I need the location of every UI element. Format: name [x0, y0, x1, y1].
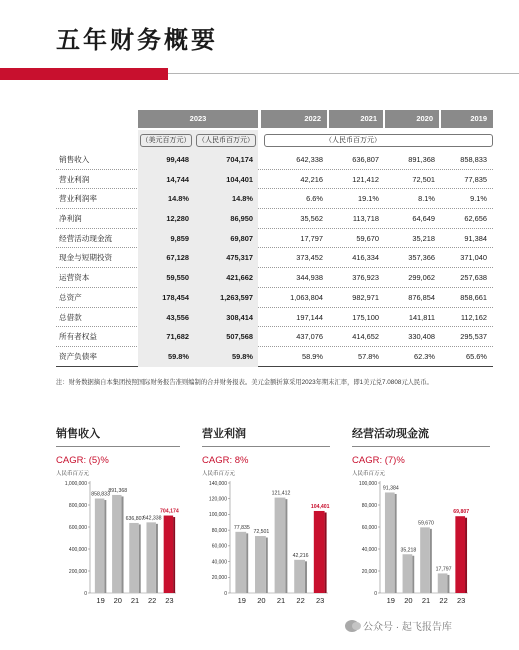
bar-side	[139, 524, 141, 593]
x-tick-label: 20	[113, 596, 122, 605]
cell-value: 357,366	[408, 253, 435, 263]
y-tick-label: 100,000	[208, 512, 227, 519]
bar	[164, 516, 173, 593]
chart-title: 销售收入	[56, 425, 180, 447]
cell-value: 982,971	[352, 292, 379, 302]
cell-value: 141,811	[408, 312, 435, 322]
bar-side	[246, 533, 248, 593]
cell-value: 59.8%	[232, 351, 253, 361]
cell-value: 416,334	[352, 253, 379, 263]
y-tick-label: 800,000	[68, 502, 87, 509]
cell-value: 8.1%	[418, 194, 435, 204]
cell-value: 373,452	[296, 253, 323, 263]
cell-value: 376,923	[352, 273, 379, 283]
year-header-2023: 2023	[138, 110, 258, 128]
table-row	[56, 327, 493, 347]
cell-value: 421,662	[226, 273, 253, 283]
cell-value: 112,162	[460, 312, 487, 322]
financial-summary-table	[56, 110, 493, 367]
table-row	[56, 248, 493, 268]
x-tick-label: 21	[276, 596, 286, 605]
cell-value: 876,854	[408, 292, 435, 302]
cell-value: 42,216	[300, 174, 323, 184]
cell-value: 9,859	[170, 233, 189, 243]
cell-value: 67,128	[166, 253, 189, 263]
cell-value: 344,938	[296, 273, 323, 283]
bar-value-label: 77,835	[233, 524, 250, 531]
y-tick-label: 40,000	[211, 559, 227, 566]
x-tick-label: 21	[421, 596, 431, 605]
bar-value-label: 59,670	[418, 520, 434, 527]
row-label: 总借款	[59, 312, 82, 322]
chart-unit-label: 人民币百万元	[352, 471, 386, 477]
x-tick-label: 23	[316, 596, 325, 605]
y-tick-label: 140,000	[208, 480, 227, 487]
bar	[420, 527, 430, 593]
y-tick-label: 0	[84, 590, 87, 597]
row-label: 净利润	[59, 214, 82, 224]
operating-profit-chart	[202, 425, 330, 605]
footnote: 注：财务数据摘自本集团按照国际财务报告准则编制的合并财务报表。美元金额折算采用2023年期末汇率，即1美元兑7.0808元人民币。	[56, 379, 433, 386]
bar	[294, 560, 305, 593]
bar	[129, 523, 138, 593]
bar-value-label: 121,412	[271, 490, 291, 497]
operating-profit-plot	[202, 475, 330, 605]
unit-usd: （美元百万元）	[140, 134, 192, 147]
bar-side	[325, 512, 327, 593]
y-tick-label: 40,000	[361, 546, 377, 553]
bar	[146, 522, 155, 593]
cell-value: 295,537	[460, 332, 487, 342]
table-row	[56, 150, 493, 170]
chart-cagr: CAGR: 8%	[202, 455, 249, 466]
bar	[235, 532, 246, 593]
y-tick-label: 200,000	[68, 568, 87, 575]
cell-value: 69,807	[230, 233, 253, 243]
cell-value: 104,401	[226, 174, 253, 184]
bar-side	[305, 561, 307, 593]
cell-value: 71,682	[166, 332, 189, 342]
bar-value-label: 636,807	[125, 515, 145, 522]
bar-side	[447, 575, 449, 593]
bar-value-label: 642,338	[142, 515, 162, 522]
bar	[385, 492, 395, 593]
bar-side	[395, 494, 397, 593]
y-tick-label: 80,000	[211, 527, 227, 534]
cell-value: 77,835	[464, 174, 487, 184]
bar	[403, 554, 413, 593]
bar	[255, 536, 266, 593]
bar-side	[156, 524, 158, 593]
cell-value: 35,218	[412, 233, 435, 243]
chart-title: 经营活动现金流	[352, 425, 490, 447]
cell-value: 59.8%	[168, 351, 189, 361]
cell-value: 178,454	[162, 292, 189, 302]
cell-value: 62,656	[464, 214, 487, 224]
y-tick-label: 100,000	[358, 480, 377, 487]
watermark	[345, 618, 452, 633]
y-tick-label: 1,000,000	[64, 480, 87, 487]
operating-cashflow-chart	[352, 425, 490, 605]
cell-value: 891,368	[408, 155, 435, 164]
row-label: 销售收入	[59, 155, 90, 164]
cell-value: 59,670	[356, 233, 379, 243]
bar-value-label: 891,368	[108, 487, 128, 494]
x-tick-label: 19	[386, 596, 395, 605]
x-tick-label: 19	[237, 596, 246, 605]
x-tick-label: 21	[130, 596, 140, 605]
cell-value: 1,063,804	[290, 292, 323, 302]
cell-value: 175,100	[352, 312, 379, 322]
cell-value: 704,174	[226, 155, 253, 164]
wechat-icon	[345, 620, 359, 632]
y-tick-label: 0	[374, 590, 377, 597]
cell-value: 642,338	[296, 155, 323, 164]
cell-value: 330,408	[408, 332, 435, 342]
bar-value-label: 858,833	[91, 491, 110, 498]
cell-value: 43,556	[166, 312, 189, 322]
year-header-2020: 2020	[385, 110, 439, 128]
unit-header-row	[56, 130, 493, 150]
cell-value: 64,649	[412, 214, 435, 224]
watermark-text: 公众号 · 起飞报告库	[363, 622, 452, 633]
cell-value: 197,144	[296, 312, 323, 322]
y-tick-label: 120,000	[208, 496, 227, 503]
bar-value-label: 704,174	[160, 508, 179, 515]
bar-value-label: 104,401	[310, 503, 330, 510]
table-row	[56, 189, 493, 209]
cell-value: 371,040	[460, 253, 487, 263]
x-tick-label: 23	[165, 596, 174, 605]
x-tick-label: 22	[148, 596, 157, 605]
table-row	[56, 288, 493, 308]
bar-value-label: 17,797	[435, 566, 452, 573]
row-label: 营业利润	[59, 174, 90, 184]
bar	[438, 573, 448, 593]
row-label: 资产负债率	[59, 351, 97, 361]
page-title: 五年财务概要	[56, 26, 218, 54]
cell-value: 6.6%	[306, 194, 323, 204]
x-tick-label: 23	[457, 596, 466, 605]
bar-side	[266, 538, 268, 593]
bar-side	[430, 529, 432, 593]
year-header-2022: 2022	[261, 110, 327, 128]
chart-unit-label: 人民币百万元	[202, 471, 236, 477]
row-label: 运营资本	[59, 273, 90, 283]
cell-value: 14,744	[166, 174, 189, 184]
bar-side	[465, 518, 467, 593]
y-tick-label: 400,000	[68, 546, 87, 553]
operating-cashflow-plot	[352, 475, 476, 605]
cell-value: 14.8%	[232, 194, 253, 204]
sales-revenue-chart	[56, 425, 180, 605]
table-body	[56, 150, 493, 367]
bar-side	[285, 499, 287, 593]
cell-value: 308,414	[226, 312, 253, 322]
row-label: 总资产	[59, 292, 82, 302]
y-tick-label: 0	[224, 590, 227, 597]
cell-value: 17,797	[300, 233, 323, 243]
cell-value: 414,652	[352, 332, 379, 342]
y-tick-label: 600,000	[68, 524, 87, 531]
cell-value: 86,950	[230, 214, 253, 224]
chart-cagr: CAGR: (5)%	[56, 455, 109, 466]
cell-value: 35,562	[300, 214, 323, 224]
table-row	[56, 308, 493, 328]
chart-title: 营业利润	[202, 425, 330, 447]
cell-value: 99,448	[166, 155, 189, 164]
cell-value: 58.9%	[302, 351, 323, 361]
sales-revenue-plot	[56, 475, 180, 605]
x-tick-label: 19	[96, 596, 105, 605]
bar-side	[104, 500, 106, 593]
y-tick-label: 60,000	[211, 543, 227, 550]
cell-value: 91,384	[464, 233, 487, 243]
x-tick-label: 22	[296, 596, 305, 605]
cell-value: 507,568	[226, 332, 253, 342]
cell-value: 12,280	[166, 214, 189, 224]
unit-rmb-2023: （人民币百万元）	[196, 134, 256, 147]
bar-value-label: 91,384	[382, 485, 399, 492]
table-row	[56, 170, 493, 190]
year-header-row	[56, 110, 493, 128]
cell-value: 9.1%	[470, 194, 487, 204]
bar-side	[173, 517, 175, 593]
cell-value: 257,638	[460, 273, 487, 283]
bar	[314, 511, 325, 593]
cell-value: 59,550	[166, 273, 189, 283]
bar	[455, 516, 465, 593]
year-header-2019: 2019	[441, 110, 493, 128]
y-tick-label: 20,000	[211, 575, 227, 582]
table-row	[56, 229, 493, 249]
row-label: 所有者权益	[59, 332, 97, 342]
table-row	[56, 209, 493, 229]
bar	[112, 495, 121, 593]
chart-cagr: CAGR: (7)%	[352, 455, 405, 466]
cell-value: 65.6%	[466, 351, 487, 361]
x-tick-label: 22	[439, 596, 448, 605]
cell-value: 437,076	[296, 332, 323, 342]
year-header-2021: 2021	[329, 110, 383, 128]
cell-value: 1,263,597	[220, 292, 253, 302]
divider-line	[168, 73, 519, 74]
cell-value: 14.8%	[168, 194, 189, 204]
cell-value: 121,412	[352, 174, 379, 184]
cell-value: 636,807	[352, 155, 379, 164]
row-label: 营业利润率	[59, 194, 97, 204]
bar-value-label: 35,218	[400, 547, 417, 554]
cell-value: 62.3%	[414, 351, 435, 361]
bar-side	[412, 556, 414, 593]
cell-value: 299,062	[408, 273, 435, 283]
cell-value: 858,833	[460, 155, 487, 164]
cell-value: 113,718	[352, 214, 379, 224]
cell-value: 475,317	[226, 253, 253, 263]
bar-side	[122, 496, 124, 593]
x-tick-label: 20	[404, 596, 413, 605]
bar-value-label: 69,807	[453, 509, 470, 516]
cell-value: 19.1%	[358, 194, 379, 204]
row-label: 经营活动现金流	[59, 233, 113, 243]
unit-rmb-prior: （人民币百万元）	[264, 134, 493, 147]
y-tick-label: 60,000	[361, 524, 377, 531]
y-tick-label: 20,000	[361, 568, 377, 575]
accent-bar	[0, 68, 168, 80]
bar	[95, 499, 104, 593]
table-row	[56, 268, 493, 288]
bar-value-label: 72,501	[253, 529, 270, 536]
row-label: 现金与短期投资	[59, 253, 113, 263]
bar	[275, 498, 286, 593]
cell-value: 72,501	[412, 174, 435, 184]
y-tick-label: 80,000	[361, 502, 377, 509]
cell-value: 858,661	[460, 292, 487, 302]
x-tick-label: 20	[257, 596, 266, 605]
bar-value-label: 42,216	[292, 552, 309, 559]
table-row	[56, 347, 493, 367]
chart-unit-label: 人民币百万元	[56, 471, 90, 477]
cell-value: 57.8%	[358, 351, 379, 361]
